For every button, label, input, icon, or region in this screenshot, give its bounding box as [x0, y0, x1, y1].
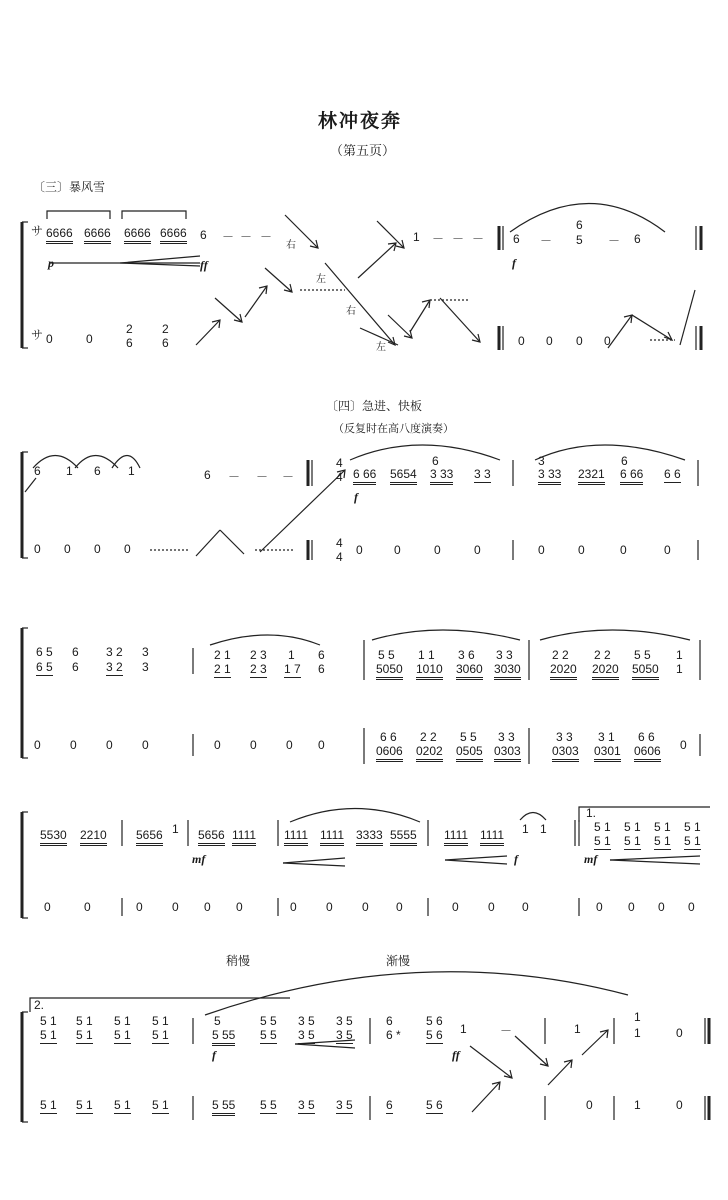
note-pair: 5 1 [684, 834, 701, 848]
note: 2 [162, 322, 169, 336]
note: 1 [540, 822, 547, 836]
note: 1 [634, 1098, 641, 1112]
note-pair: 3 5 [336, 1014, 353, 1028]
note-pair: 5 5 [460, 730, 477, 744]
note-group: 0301 [594, 744, 621, 762]
note: 0 [628, 900, 635, 914]
note-pair: 5 1 [684, 820, 701, 834]
page-number-label: （第五页） [330, 144, 396, 159]
note-group: 3333 [356, 828, 383, 846]
note-pair: 5 5 [260, 1014, 277, 1028]
note-pair: 5 1 [40, 1028, 57, 1042]
note-group: 1111 [232, 828, 256, 846]
note-pair: 5 5 [634, 648, 651, 662]
note: 1 [460, 1022, 467, 1036]
note-group: 6 6 [664, 467, 681, 481]
note: 0 [538, 543, 545, 557]
note: 6 [72, 645, 79, 659]
note: 0 [658, 900, 665, 914]
direction-label: 右 [346, 306, 356, 317]
section-heading-4: 〔四〕急进、快板 [326, 399, 423, 413]
note-group: 2210 [80, 828, 107, 846]
note-group: 2020 [550, 662, 577, 680]
note-pair: 5 1 [40, 1014, 57, 1028]
note-group: 1010 [416, 662, 443, 680]
note: 0 [46, 332, 53, 346]
note-pair: 5 1 [594, 820, 611, 834]
note-group: 6666 [124, 226, 151, 244]
note: 0 [70, 738, 77, 752]
note: 1 [676, 662, 683, 676]
note: 1 [634, 1010, 641, 1024]
note-pair: 5 1 [152, 1014, 169, 1028]
note: 1 [676, 648, 683, 662]
note: 0 [546, 334, 553, 348]
note: 0 [576, 334, 583, 348]
note-group: 0303 [494, 744, 521, 762]
note-group: 2321 [578, 467, 605, 485]
note-pair: 3 3 [498, 730, 515, 744]
dash: － [608, 234, 621, 248]
direction-label: 左 [376, 342, 386, 353]
note: 1 [288, 648, 295, 662]
note: 0 [142, 738, 149, 752]
note: 1 [522, 822, 529, 836]
note: 0 [286, 738, 293, 752]
note: 0 [680, 738, 687, 752]
note: 0 [586, 1098, 593, 1112]
dash: － [282, 470, 295, 484]
time-signature-top: 4 [336, 536, 343, 550]
note-pair: 5 5 [260, 1098, 277, 1112]
note-group: 3 33 [430, 467, 453, 485]
dash: － [256, 470, 269, 484]
dash: － [222, 230, 235, 244]
dash: － [240, 230, 253, 244]
note: 6 [318, 662, 325, 676]
note-group: 6666 [84, 226, 111, 244]
note: 6 * [386, 1028, 401, 1042]
tempo-marking: 稍慢 [226, 954, 251, 968]
dynamic-marking: f [512, 256, 516, 270]
note: 0 [604, 334, 611, 348]
note-group: 3 3 [474, 467, 491, 481]
note: 1 [66, 464, 73, 478]
page-title: 林冲夜奔 [318, 110, 403, 132]
dash: － [452, 232, 465, 246]
note-pair: 6 5 [36, 660, 53, 674]
note: 1 [413, 230, 420, 244]
note: 2 [126, 322, 133, 336]
note: 0 [396, 900, 403, 914]
dash: － [432, 232, 445, 246]
note-group: 1111 [480, 828, 504, 846]
note: 3 [142, 660, 149, 674]
note-pair: 1 1 [418, 648, 435, 662]
note: 0 [84, 900, 91, 914]
note-group: 5 55 [212, 1098, 235, 1116]
note: 6 [162, 336, 169, 350]
note-group: 3 33 [538, 467, 561, 485]
note-pair: 1 7 [284, 662, 301, 676]
note: 0 [664, 543, 671, 557]
note: 0 [578, 543, 585, 557]
note: 0 [688, 900, 695, 914]
dash: － [500, 1024, 513, 1038]
note-pair: 5 1 [654, 820, 671, 834]
note: 0 [596, 900, 603, 914]
time-signature-bottom: 4 [336, 550, 343, 564]
note-group: 5656 [136, 828, 163, 846]
note: 6 [200, 228, 207, 242]
note-pair: 3 1 [598, 730, 615, 744]
note: 0 [44, 900, 51, 914]
note: 0 [676, 1026, 683, 1040]
note-pair: 3 6 [458, 648, 475, 662]
note: 0 [34, 738, 41, 752]
note-pair: 6 5 [36, 645, 53, 659]
note-pair: 5 1 [40, 1098, 57, 1112]
note: 1 [634, 1026, 641, 1040]
note-pair: 5 1 [76, 1098, 93, 1112]
note-group: 5555 [390, 828, 417, 846]
note: 1 [574, 1022, 581, 1036]
note: 0 [124, 542, 131, 556]
time-signature-bottom: 4 [336, 470, 343, 484]
section-heading-3: 〔三〕暴风雪 [33, 180, 106, 194]
note-pair: 3 3 [496, 648, 513, 662]
note: 6 [513, 232, 520, 246]
note: 0 [362, 900, 369, 914]
note: 0 [676, 1098, 683, 1112]
note-pair: 5 6 [426, 1014, 443, 1028]
note-pair: 5 6 [426, 1028, 443, 1042]
note-pair: 3 5 [336, 1028, 353, 1042]
note: 0 [318, 738, 325, 752]
dynamic-marking: f [212, 1048, 216, 1062]
dynamic-marking: mf [584, 852, 598, 866]
note: 0 [522, 900, 529, 914]
note: 0 [452, 900, 459, 914]
dynamic-marking: mf [192, 852, 206, 866]
note-group: 5050 [376, 662, 403, 680]
note-group: 5530 [40, 828, 67, 846]
note: 0 [356, 543, 363, 557]
note: 0 [620, 543, 627, 557]
note-group: 3060 [456, 662, 483, 680]
note: 0 [250, 738, 257, 752]
note: 0 [214, 738, 221, 752]
note-group: 1111 [320, 828, 344, 846]
direction-label: 左 [316, 274, 326, 285]
note: 0 [172, 900, 179, 914]
note: 0 [64, 542, 71, 556]
note: 6 [204, 468, 211, 482]
note: 6 [576, 218, 583, 232]
note-pair: 3 5 [298, 1028, 315, 1042]
note-pair: 6 6 [638, 730, 655, 744]
note: 6 [72, 660, 79, 674]
note-group: 6 66 [620, 467, 643, 485]
note-pair: 3 3 [556, 730, 573, 744]
note-pair: 5 1 [624, 834, 641, 848]
note-group: 5050 [632, 662, 659, 680]
note: 3 [142, 645, 149, 659]
note-pair: 3 5 [298, 1014, 315, 1028]
note-pair: 2 2 [594, 648, 611, 662]
note: 1 [172, 822, 179, 836]
note-group: 0303 [552, 744, 579, 762]
note-group: 0202 [416, 744, 443, 762]
note: 0 [488, 900, 495, 914]
note-pair: 3 5 [298, 1098, 315, 1112]
note-pair: 5 1 [76, 1028, 93, 1042]
note: 6 [318, 648, 325, 662]
ending-label: 2. [34, 998, 45, 1012]
note-pair: 3 2 [106, 660, 123, 674]
note: 0 [434, 543, 441, 557]
note-pair: 6 6 [380, 730, 397, 744]
note-pair: 5 1 [624, 820, 641, 834]
note-pair: 5 1 [594, 834, 611, 848]
note-group: 3030 [494, 662, 521, 680]
dynamic-marking: f [514, 852, 518, 866]
dynamic-marking: p [48, 256, 54, 270]
note-pair: 2 3 [250, 662, 267, 676]
note-group: 5654 [390, 467, 417, 485]
note: 0 [474, 543, 481, 557]
note-pair: 5 1 [654, 834, 671, 848]
note: 0 [290, 900, 297, 914]
note-pair: 2 3 [250, 648, 267, 662]
performance-note: （反复时在高八度演奏） [333, 422, 454, 435]
note-pair: 5 1 [114, 1028, 131, 1042]
note: 0 [236, 900, 243, 914]
note-group: 0606 [634, 744, 661, 762]
note: 1 [128, 464, 135, 478]
note-pair: 5 6 [426, 1098, 443, 1112]
note: 5 [576, 233, 583, 247]
note: 0 [94, 542, 101, 556]
note-pair: 5 1 [114, 1014, 131, 1028]
note-pair: 2 1 [214, 648, 231, 662]
note: 3 [538, 454, 545, 468]
note-group: 5656 [198, 828, 225, 846]
note-pair: 5 1 [152, 1098, 169, 1112]
note: 0 [86, 332, 93, 346]
note-pair: 2 2 [420, 730, 437, 744]
instrument-label-lower: サ [31, 328, 44, 342]
note: 0 [136, 900, 143, 914]
instrument-label-upper: サ [31, 224, 44, 238]
note: 0 [518, 334, 525, 348]
note-pair: 3 2 [106, 645, 123, 659]
direction-label: 右 [286, 240, 296, 251]
note-group: 1111 [444, 828, 468, 846]
note: 6 [34, 464, 41, 478]
note-group: 5 55 [212, 1028, 235, 1046]
note: 0 [204, 900, 211, 914]
note: 0 [326, 900, 333, 914]
dash: － [472, 232, 485, 246]
note: 0 [34, 542, 41, 556]
time-signature-top: 4 [336, 456, 343, 470]
note-pair: 3 5 [336, 1098, 353, 1112]
note: 0 [106, 738, 113, 752]
note-group: 6666 [46, 226, 73, 244]
dash: － [260, 230, 273, 244]
note: 6 [386, 1014, 393, 1028]
note: 6 [621, 454, 628, 468]
dash: － [228, 470, 241, 484]
dash: － [540, 234, 553, 248]
dynamic-marking: f [354, 490, 358, 504]
note-group: 0606 [376, 744, 403, 762]
note: 5 [214, 1014, 221, 1028]
tempo-marking: 渐慢 [386, 954, 411, 968]
note: 6 [634, 232, 641, 246]
note-pair: 5 5 [378, 648, 395, 662]
note-pair: 2 2 [552, 648, 569, 662]
note-pair: 5 5 [260, 1028, 277, 1042]
note-group: 1111 [284, 828, 308, 846]
ending-label: 1. [586, 806, 597, 820]
note-group: 2020 [592, 662, 619, 680]
note-pair: 5 1 [76, 1014, 93, 1028]
note-group: 0505 [456, 744, 483, 762]
note-group: 6 66 [353, 467, 376, 485]
note-pair: 5 1 [152, 1028, 169, 1042]
note-pair: 5 1 [114, 1098, 131, 1112]
dynamic-marking: ff [200, 258, 208, 272]
note-group: 6666 [160, 226, 187, 244]
dynamic-marking: ff [452, 1048, 460, 1062]
note: 6 [386, 1098, 393, 1112]
note: 6 [126, 336, 133, 350]
note: 6 [94, 464, 101, 478]
note: 0 [394, 543, 401, 557]
note: 6 [432, 454, 439, 468]
note-pair: 2 1 [214, 662, 231, 676]
